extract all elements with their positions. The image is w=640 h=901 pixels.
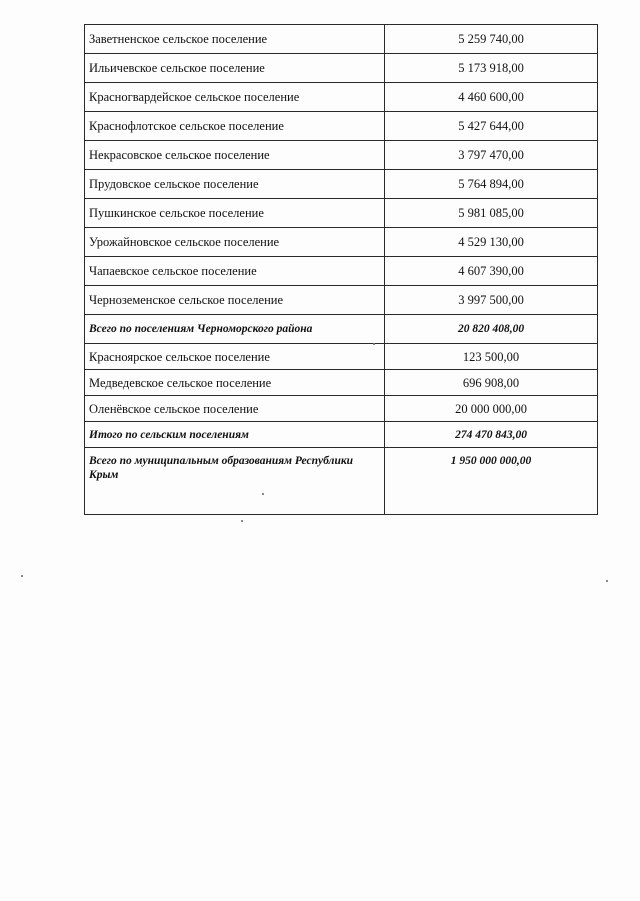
table-row	[85, 25, 598, 54]
scan-speck	[262, 493, 264, 495]
settlement-name: Пушкинское сельское поселение	[85, 199, 385, 228]
rural-total-label: Итого по сельским поселениям	[85, 422, 385, 448]
settlement-name: Заветненское сельское поселение	[85, 25, 385, 54]
amount-value: 5 259 740,00	[385, 25, 598, 54]
amount-value: 5 981 085,00	[385, 199, 598, 228]
amount-value: 4 607 390,00	[385, 257, 598, 286]
table-row	[85, 170, 598, 199]
rural-total-row	[85, 422, 598, 448]
scan-speck	[21, 575, 23, 577]
table-row	[85, 344, 598, 370]
scan-speck	[606, 580, 608, 582]
settlement-name: Медведевское сельское поселение	[85, 370, 385, 396]
settlement-name: Чапаевское сельское поселение	[85, 257, 385, 286]
amount-value: 5 427 644,00	[385, 112, 598, 141]
amount-value: 696 908,00	[385, 370, 598, 396]
settlement-name: Черноземенское сельское поселение	[85, 286, 385, 315]
settlement-name: Ильичевское сельское поселение	[85, 54, 385, 83]
grand-total-row	[85, 448, 598, 515]
settlement-name: Урожайновское сельское поселение	[85, 228, 385, 257]
amount-value: 4 529 130,00	[385, 228, 598, 257]
amount-value: 3 997 500,00	[385, 286, 598, 315]
amount-value: 123 500,00	[385, 344, 598, 370]
scan-speck	[241, 520, 243, 522]
table-row	[85, 83, 598, 112]
table-row	[85, 199, 598, 228]
settlement-name: Оленёвское сельское поселение	[85, 396, 385, 422]
subtotal-label: Всего по поселениям Черноморского района	[85, 315, 385, 344]
grand-total-label: Всего по муниципальным образованиям Республики Крым	[85, 448, 385, 515]
table-row	[85, 286, 598, 315]
settlement-name: Красноярское сельское поселение	[85, 344, 385, 370]
amount-value: 5 173 918,00	[385, 54, 598, 83]
scan-speck	[373, 343, 375, 345]
amount-value: 4 460 600,00	[385, 83, 598, 112]
subtotal-value: 20 820 408,00	[385, 315, 598, 344]
subtotal-row	[85, 315, 598, 344]
rural-total-value: 274 470 843,00	[385, 422, 598, 448]
table-row	[85, 257, 598, 286]
grand-total-value: 1 950 000 000,00	[385, 448, 598, 515]
settlement-name: Красногвардейское сельское поселение	[85, 83, 385, 112]
settlement-name: Некрасовское сельское поселение	[85, 141, 385, 170]
table-row	[85, 141, 598, 170]
table-row	[85, 396, 598, 422]
amount-value: 20 000 000,00	[385, 396, 598, 422]
allocation-table	[84, 24, 598, 515]
amount-value: 5 764 894,00	[385, 170, 598, 199]
table-row	[85, 54, 598, 83]
table-row	[85, 112, 598, 141]
settlement-name: Краснофлотское сельское поселение	[85, 112, 385, 141]
table-row	[85, 228, 598, 257]
table-row	[85, 370, 598, 396]
amount-value: 3 797 470,00	[385, 141, 598, 170]
settlement-name: Прудовское сельское поселение	[85, 170, 385, 199]
